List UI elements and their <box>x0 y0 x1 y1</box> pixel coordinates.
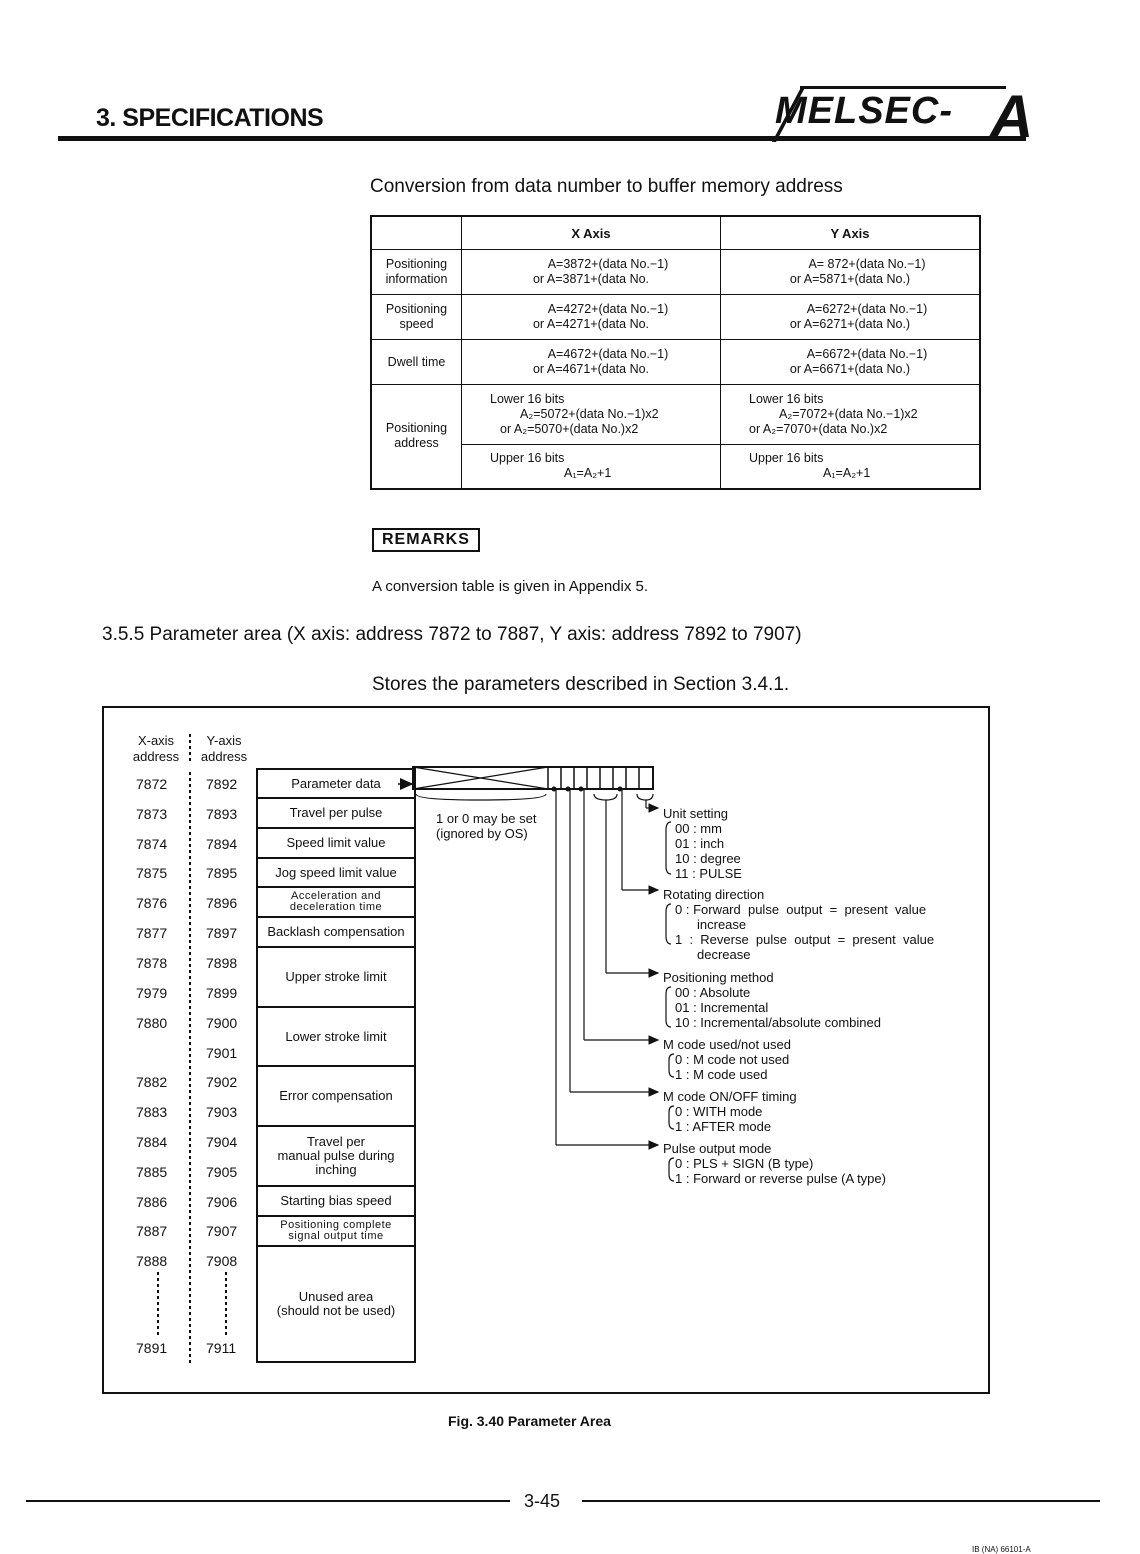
unit-setting-note: Unit setting 00 : mm 01 : inch 10 : degree 11 : PULSE <box>663 806 742 881</box>
table-row: Positioning address Lower 16 bits A₂=5072+(data No.−1)x2 or A₂=5070+(data No.)x2 Lower 16 bits A₂=7072+(data No.−1)x2 or A₂=7070+(data No.)x2 <box>371 385 980 445</box>
y-address: 7908 <box>206 1253 238 1269</box>
param-box: Travel per pulse <box>256 799 416 829</box>
col-y-axis: Y Axis <box>721 216 981 250</box>
y-address: 7906 <box>206 1194 238 1210</box>
table-row: Dwell time A=4672+(data No.−1) or A=4671+(data No. A=6672+(data No.−1) or A=6671+(data No.) <box>371 340 980 385</box>
x-address: 7873 <box>136 806 168 822</box>
m-code-timing-note: M code ON/OFF timing 0 : WITH mode 1 : AFTER mode <box>663 1089 797 1134</box>
x-address: 7888 <box>136 1253 168 1269</box>
y-address: 7899 <box>206 985 238 1001</box>
param-box: Parameter data <box>256 768 416 799</box>
table-row: Positioning information A=3872+(data No.−1) or A=3871+(data No. A= 872+(data No.−1) or A=5871+(data No.) <box>371 250 980 295</box>
conversion-title: Conversion from data number to buffer memory address <box>370 176 843 197</box>
param-box: Backlash compensation <box>256 918 416 948</box>
x-address: 7877 <box>136 925 168 941</box>
x-address: 7882 <box>136 1074 168 1090</box>
x-address: 7883 <box>136 1104 168 1120</box>
x-address: 7979 <box>136 985 168 1001</box>
param-box: Starting bias speed <box>256 1187 416 1217</box>
param-box: Lower stroke limit <box>256 1008 416 1067</box>
param-box: Travel per manual pulse during inching <box>256 1127 416 1187</box>
y-address: 7898 <box>206 955 238 971</box>
y-address: 7905 <box>206 1164 238 1180</box>
x-address: 7885 <box>136 1164 168 1180</box>
melsec-logo: MELSEC- <box>775 90 953 132</box>
ignored-bits-note: 1 or 0 may be set (ignored by OS) <box>436 811 537 841</box>
param-box: Jog speed limit value <box>256 859 416 888</box>
section-intro: Stores the parameters described in Section 3.4.1. <box>372 674 790 695</box>
y-address: 7892 <box>206 776 238 792</box>
x-address: 7874 <box>136 836 168 852</box>
positioning-method-note: Positioning method 00 : Absolute 01 : Incremental 10 : Incremental/absolute combined <box>663 970 881 1030</box>
x-address: 7876 <box>136 895 168 911</box>
page-number: 3-45 <box>524 1491 561 1511</box>
y-address: 7894 <box>206 836 238 852</box>
x-address: 7878 <box>136 955 168 971</box>
x-address: 7884 <box>136 1134 168 1150</box>
x-address: 7887 <box>136 1223 168 1239</box>
footer-rule-left <box>26 1500 510 1502</box>
x-axis-header: X-axis address <box>132 733 180 764</box>
param-box: Upper stroke limit <box>256 948 416 1008</box>
x-address: 7891 <box>136 1340 168 1356</box>
pulse-output-mode-note: Pulse output mode 0 : PLS + SIGN (B type) 1 : Forward or reverse pulse (A type) <box>663 1141 886 1186</box>
y-address: 7897 <box>206 925 238 941</box>
y-address: 7900 <box>206 1015 238 1031</box>
footer-rule-right <box>582 1500 1100 1502</box>
figure-caption: Fig. 3.40 Parameter Area <box>448 1413 611 1429</box>
col-x-axis: X Axis <box>462 216 721 250</box>
melsec-logo-a: A <box>990 83 1034 150</box>
y-address: 7901 <box>206 1045 238 1061</box>
x-address: 7880 <box>136 1015 168 1031</box>
param-box: Speed limit value <box>256 829 416 859</box>
y-address: 7902 <box>206 1074 238 1090</box>
rotating-direction-note: Rotating direction 0 : Forward pulse output = present value increase 1 : Reverse pulse output = present value decrease <box>663 887 935 962</box>
section-header: 3. SPECIFICATIONS <box>96 104 324 132</box>
y-address: 7907 <box>206 1223 238 1239</box>
y-address: 7903 <box>206 1104 238 1120</box>
param-box: Acceleration and deceleration time <box>256 888 416 918</box>
section-heading: 3.5.5 Parameter area (X axis: address 7872 to 7887, Y axis: address 7892 to 7907) <box>102 624 802 645</box>
y-axis-header: Y-axis address <box>200 733 248 764</box>
x-address: 7872 <box>136 776 168 792</box>
param-box: Unused area (should not be used) <box>256 1247 416 1363</box>
document-id: IB (NA) 66101-A <box>972 1545 1031 1554</box>
y-address: 7893 <box>206 806 238 822</box>
y-address: 7895 <box>206 865 238 881</box>
param-box: Positioning complete signal output time <box>256 1217 416 1247</box>
m-code-used-note: M code used/not used 0 : M code not used 1 : M code used <box>663 1037 791 1082</box>
y-address: 7911 <box>206 1340 237 1356</box>
y-address: 7896 <box>206 895 238 911</box>
table-row: Upper 16 bits A₁=A₂+1 Upper 16 bits A₁=A₂+1 <box>371 445 980 489</box>
param-box: Error compensation <box>256 1067 416 1127</box>
remarks-label: REMARKS <box>372 528 480 552</box>
table-row: Positioning speed A=4272+(data No.−1) or A=4271+(data No. A=6272+(data No.−1) or A=6271+(data No.) <box>371 295 980 340</box>
y-address: 7904 <box>206 1134 238 1150</box>
x-address: 7875 <box>136 865 168 881</box>
x-address: 7886 <box>136 1194 168 1210</box>
remarks-text: A conversion table is given in Appendix 5. <box>372 578 649 595</box>
